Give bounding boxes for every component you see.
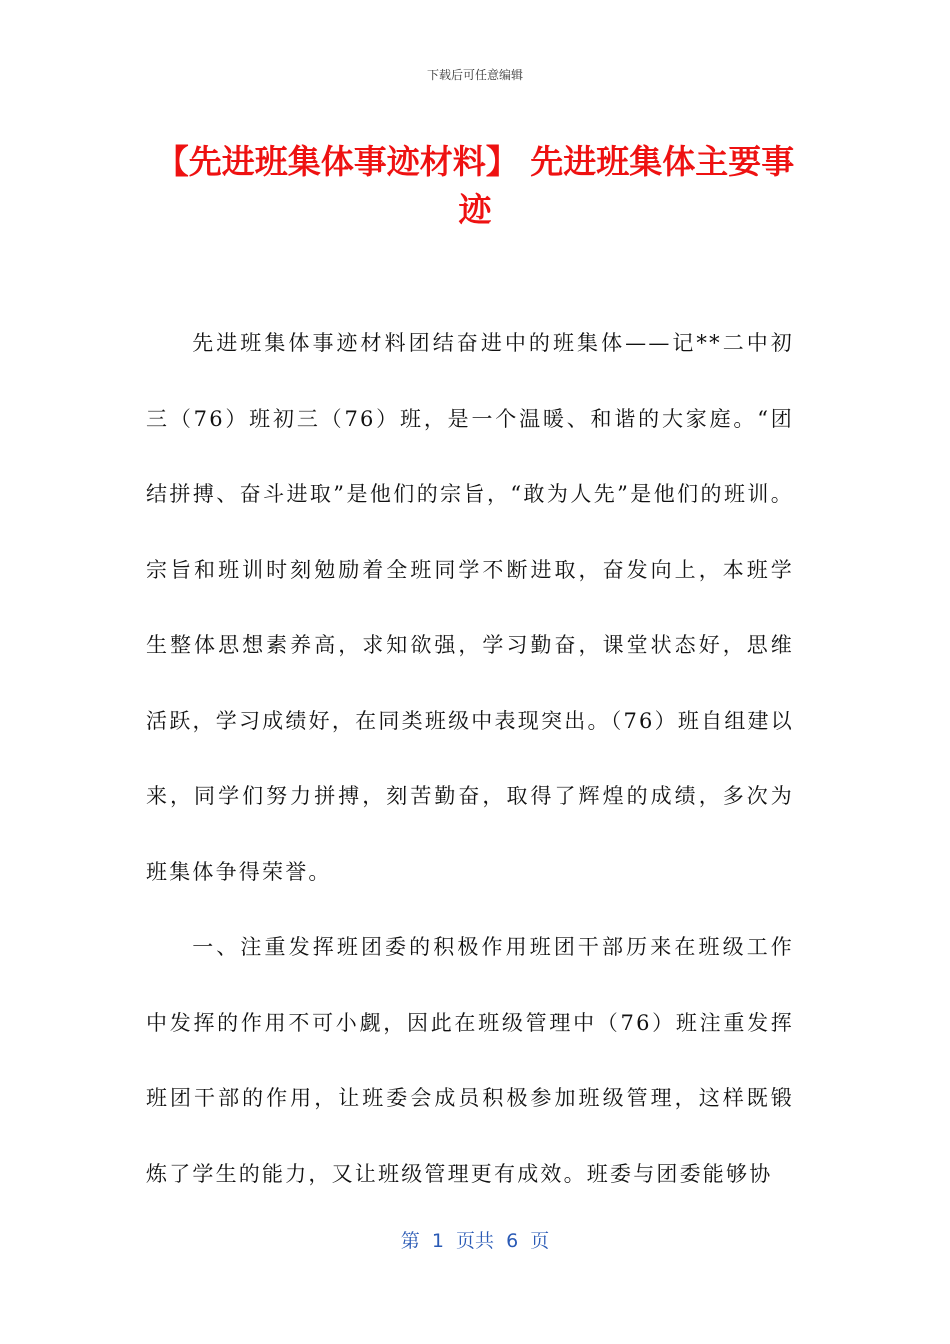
document-title: 【先进班集体事迹材料】 先进班集体主要事迹 — [155, 142, 795, 229]
paragraph-1: 先进班集体事迹材料团结奋进中的班集体——记**二中初三（76）班初三（76）班，是一个温暖、和谐的大家庭。“团结拼搏、奋斗进取”是他们的宗旨，“敢为人先”是他们的班训。宗旨和班训时刻勉励着全班同学不断进取，奋发向上，本班学生整体思想素养高，求知欲强，学习勤奋，课堂状态好，思维活跃，学习成绩好，在同类班级中表现突出。（76）班自组建以来，同学们努力拼搏，刻苦勤奋，取得了辉煌的成绩，多次为班集体争得荣誉。 — [146, 331, 794, 884]
header-note: 下载后可任意编辑 — [426, 68, 523, 82]
document-body — [146, 306, 794, 1212]
paragraph-2: 一、注重发挥班团委的积极作用班团干部历来在班级工作中发挥的作用不可小觑，因此在班级管理中（76）班注重发挥班团干部的作用，让班委会成员积极参加班级管理，这样既锻炼了学生的能力，又让班级管理更有成效。班委与团委能够协 — [146, 935, 794, 1186]
page-number-footer: 第 1 页共 6 页 — [400, 1230, 550, 1252]
